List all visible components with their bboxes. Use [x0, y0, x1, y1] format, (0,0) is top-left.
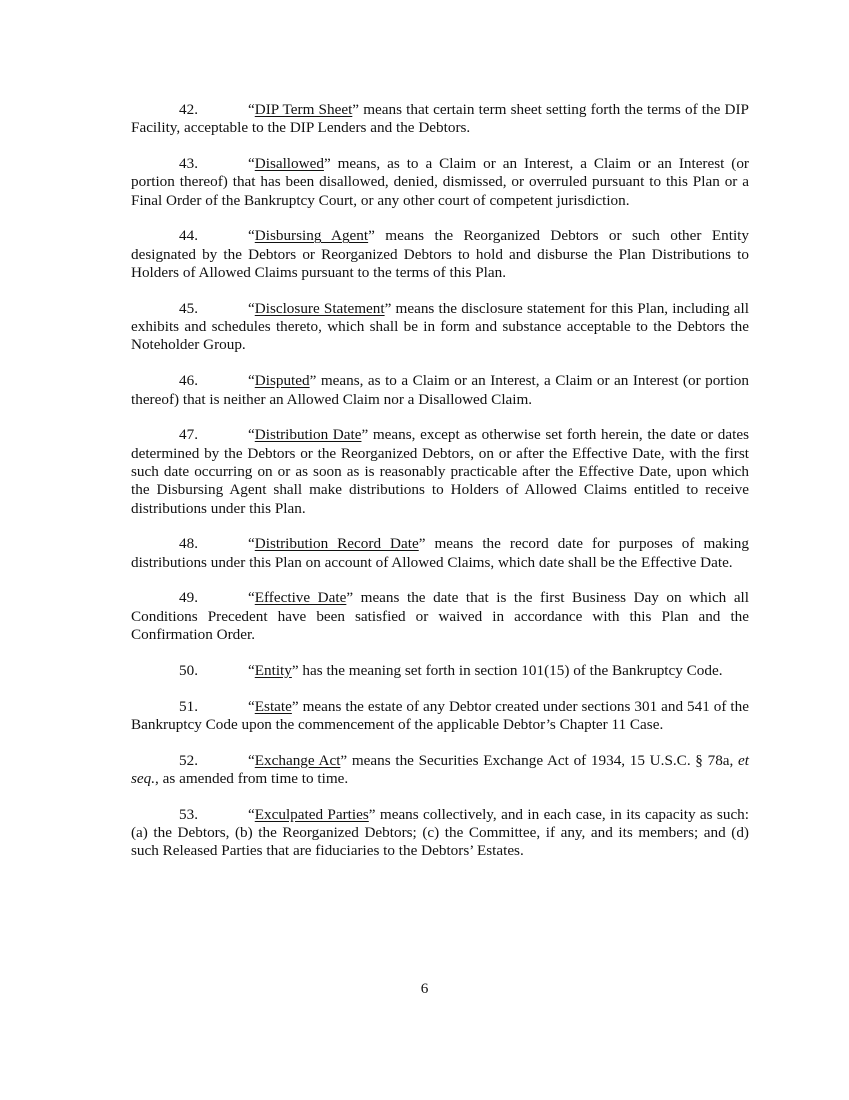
definition-number: 53.	[179, 805, 198, 823]
definition-number: 46.	[179, 372, 198, 390]
definition-number: 49.	[179, 589, 198, 607]
definition-text: ” means, as to a Claim or an Interest, a Claim or an Interest (or portion thereof) that has been disallowed, denied, dismissed, or overruled pursuant to this Plan or a Final Order of the Bankruptcy Court, or any other court of competent jurisdiction.	[131, 155, 749, 209]
definition-italic: et seq.	[131, 751, 749, 788]
definition-42: 42. “DIP Term Sheet” means that certain term sheet setting forth the terms of the DIP Facility, acceptable to the DIP Lenders and the Debtors.	[131, 101, 749, 137]
document-body	[131, 101, 749, 878]
defined-term: Distribution Record Date	[254, 535, 419, 553]
definition-48: 48. “Distribution Record Date” means the record date for purposes of making distributions under this Plan on account of Allowed Claims, which date shall be the Effective Date.	[131, 535, 749, 571]
definition-number: 48.	[179, 535, 198, 553]
definition-text: ” means the Reorganized Debtors or such other Entity designated by the Debtors or Reorganized Debtors to hold and disburse the Plan Distributions to Holders of Allowed Claims pursuant to the terms of this Plan.	[131, 227, 749, 282]
definition-text: ” means the disclosure statement for this Plan, including all exhibits and schedules thereto, which shall be in form and substance acceptable to the Debtors the Noteholder Group.	[131, 299, 749, 354]
definition-text: ” has the meaning set forth in section 101(15) of the Bankruptcy Code.	[291, 661, 723, 679]
defined-term: Disputed	[254, 372, 310, 390]
definition-50: 50. “Entity” has the meaning set forth in section 101(15) of the Bankruptcy Code.	[131, 662, 749, 680]
definition-number: 52.	[179, 751, 198, 769]
definition-number: 51.	[179, 697, 198, 715]
definition-text-tail: , as amended from time to time.	[155, 770, 349, 788]
defined-term: Entity	[254, 661, 292, 679]
definition-53: 53. “Exculpated Parties” means collectively, and in each case, in its capacity as such: (a) the Debtors, (b) the Reorganized Debtors; (c) the Committee, if any, and its members; and (d) such Released Parties that are fiduciaries to the Debtors’ Estates.	[131, 805, 749, 860]
defined-term: Disbursing Agent	[254, 227, 369, 245]
definition-number: 42.	[179, 101, 198, 118]
definition-text: ” means the date that is the first Business Day on which all Conditions Precedent have been satisfied or waived in accordance with this Plan and the Confirmation Order.	[131, 589, 749, 644]
defined-term: Exculpated Parties	[254, 805, 369, 823]
definition-number: 44.	[179, 227, 198, 245]
page-number: 6	[420, 980, 429, 997]
definition-text: ” means collectively, and in each case, in its capacity as such: (a) the Debtors, (b) the Reorganized Debtors; (c) the Committee, if any, and its members; and (d) such Released Parties that are fiduciaries to the Debtors’ Estates.	[131, 805, 749, 860]
definition-45: 45. “Disclosure Statement” means the disclosure statement for this Plan, including all exhibits and schedules thereto, which shall be in form and substance acceptable to the Debtors the Noteholder Group.	[131, 299, 749, 354]
definition-52: 52. “Exchange Act” means the Securities Exchange Act of 1934, 15 U.S.C. § 78a, et seq., as amended from time to time.	[131, 751, 749, 788]
definition-text: ” means, as to a Claim or an Interest, a Claim or an Interest (or portion thereof) that is neither an Allowed Claim nor a Disallowed Claim.	[131, 372, 749, 408]
definition-47: 47. “Distribution Date” means, except as otherwise set forth herein, the date or dates determined by the Debtors or the Reorganized Debtors, on or after the Effective Date, with the first such date occurring on or as soon as is reasonably practicable after the Effective Date, upon which the Disbursing Agent shall make distributions to Holders of Allowed Claims entitled to receive distributions under this Plan.	[131, 426, 749, 517]
definition-number: 45.	[179, 299, 198, 317]
definition-43: 43. “Disallowed” means, as to a Claim or an Interest, a Claim or an Interest (or portion thereof) that has been disallowed, denied, dismissed, or overruled pursuant to this Plan or a Final Order of the Bankruptcy Court, or any other court of competent jurisdiction.	[131, 155, 749, 209]
definition-number: 43.	[179, 155, 198, 173]
defined-term: Disclosure Statement	[254, 299, 385, 317]
definition-text: ” means the estate of any Debtor created under sections 301 and 541 of the Bankruptcy Code upon the commencement of the applicable Debtor’s Chapter 11 Case.	[131, 697, 749, 733]
definition-text: ” means that certain term sheet setting forth the terms of the DIP Facility, acceptable to the DIP Lenders and the Debtors.	[131, 101, 749, 137]
definition-text: ” means the Securities Exchange Act of 1934, 15 U.S.C. § 78a,	[340, 751, 739, 769]
definition-51: 51. “Estate” means the estate of any Debtor created under sections 301 and 541 of the Bankruptcy Code upon the commencement of the applicable Debtor’s Chapter 11 Case.	[131, 697, 749, 733]
defined-term: Estate	[254, 697, 292, 715]
definition-46: 46. “Disputed” means, as to a Claim or an Interest, a Claim or an Interest (or portion thereof) that is neither an Allowed Claim nor a Disallowed Claim.	[131, 372, 749, 408]
definition-text: ” means the record date for purposes of making distributions under this Plan on account of Allowed Claims, which date shall be the Effective Date.	[131, 535, 749, 571]
definition-number: 47.	[179, 426, 198, 444]
defined-term: DIP Term Sheet	[254, 101, 353, 118]
defined-term: Disallowed	[254, 155, 324, 173]
defined-term: Distribution Date	[254, 426, 362, 444]
defined-term: Exchange Act	[254, 751, 341, 769]
definition-number: 50.	[179, 661, 198, 679]
definition-44: 44. “Disbursing Agent” means the Reorganized Debtors or such other Entity designated by the Debtors or Reorganized Debtors to hold and disburse the Plan Distributions to Holders of Allowed Claims pursuant to the terms of this Plan.	[131, 227, 749, 282]
defined-term: Effective Date	[254, 589, 347, 607]
definition-text: ” means, except as otherwise set forth herein, the date or dates determined by the Debtors or the Reorganized Debtors, on or after the Effective Date, with the first such date occurring on or as soon as is reasonably practicable after the Effective Date, upon which the Disbursing Agent shall make distributions to Holders of Allowed Claims entitled to receive distributions under this Plan.	[131, 426, 749, 517]
definition-49: 49. “Effective Date” means the date that is the first Business Day on which all Conditions Precedent have been satisfied or waived in accordance with this Plan and the Confirmation Order.	[131, 589, 749, 644]
